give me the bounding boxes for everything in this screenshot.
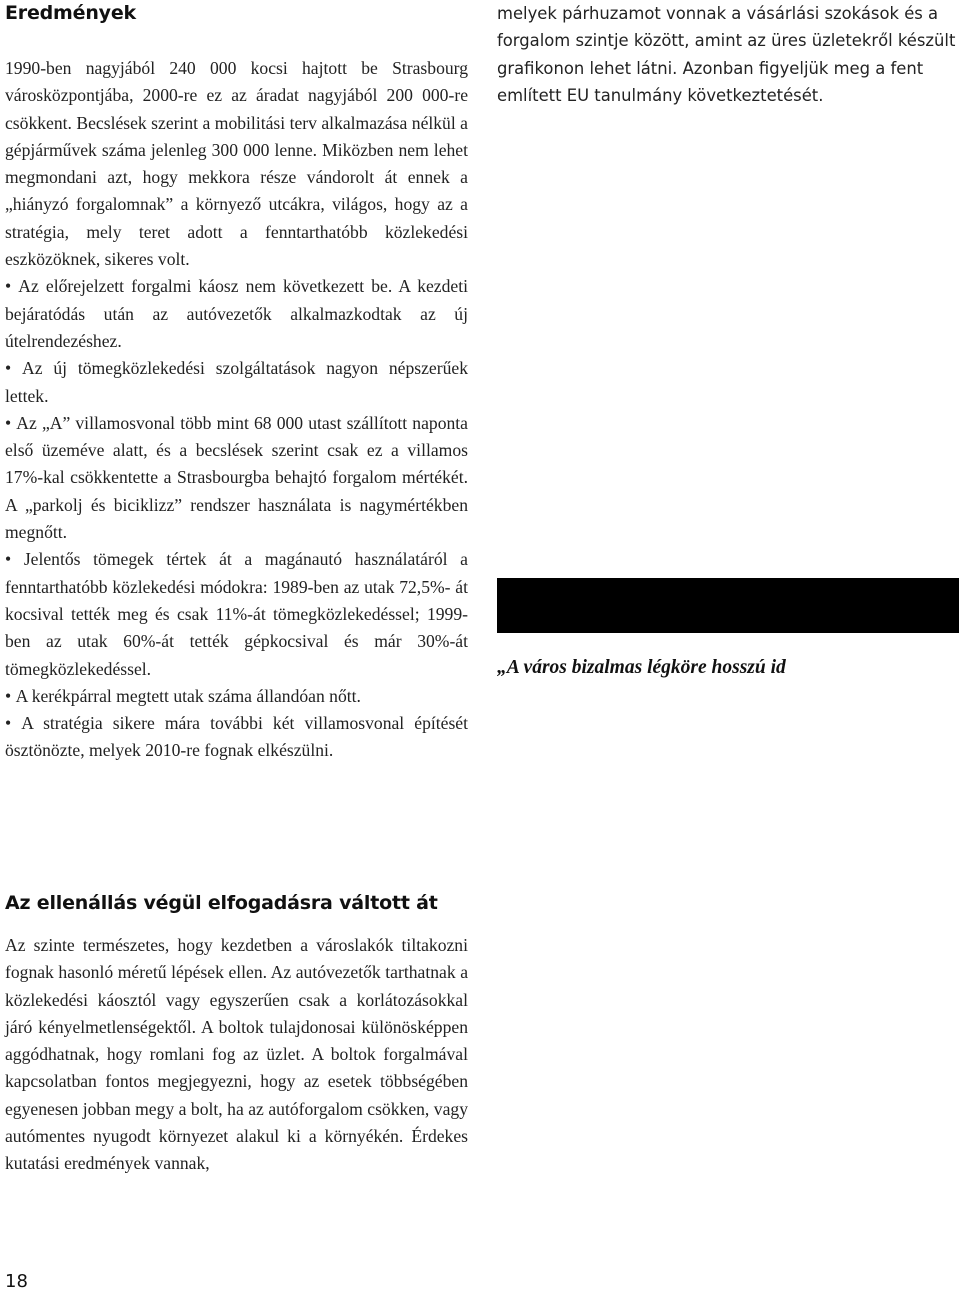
page-number: 18 [5,1271,28,1292]
bullet-item: • Az új tömegközlekedési szolgáltatások nagyon népszerűek lettek. [5,355,468,410]
section-heading-results: Eredmények [5,2,136,24]
bullet-item: • A kerékpárral megtett utak száma állandóan nőtt. [5,683,468,710]
bullet-item: • Jelentős tömegek tértek át a magánautó használatáról a fenntarthatóbb közlekedési módokra: 1989-ben az utak 72,5%- át kocsival tették meg és csak 11%-át tömegközlekedéssel; 1999-ben az utak 60%-át tették gépkocsival és már 30%-át tömegközlekedéssel. [5,546,468,682]
bullet-item: • A stratégia sikere mára további két villamosvonal építését ösztönözte, melyek 2010-re fognak elkészülni. [5,710,468,765]
section-heading-resistance: Az ellenállás végül elfogadásra váltott át [5,892,438,914]
black-banner [497,578,959,633]
pull-quote: „A város bizalmas légköre hosszú id [497,657,786,678]
continued-paragraph: melyek párhuzamot vonnak a vásárlási szokások és a forgalom szintje között, amint az üres üzletekről készült grafikonon lehet látni. Azonban figyeljük meg a fent említett EU tanulmány következtetését. [497,4,956,105]
bullet-item: • Az „A” villamosvonal több mint 68 000 utast szállított naponta első üzeméve alatt, és a becslések szerint csak ez a villamos 17%-kal csökkentette a Strasbourgba behajtó forgalom mértékét. A „parkolj és biciklizz” rendszer használata is nagymértékben megnőtt. [5,410,468,546]
bullet-item: • Az előrejelzett forgalmi káosz nem következett be. A kezdeti bejáratódás után az autóvezetők alkalmazkodtak az új útelrendezéshez. [5,273,468,355]
results-paragraph: 1990-ben nagyjából 240 000 kocsi hajtott be Strasbourg városközpontjába, 2000-re ez az áradat nagyjából 200 000-re csökkent. Becslések szerint a mobilitási terv alkalmazása nélkül a gépjárművek száma jelenleg 300 000 lenne. Miközben nem lehet megmondani azt, hogy mekkora része vándorolt át ennek a „hiányzó forgalomnak” a környező utcákra, világos, hogy az a stratégia, mely teret adott a fenntarthatóbb közlekedési eszközöknek, sikeres volt. [5,58,468,270]
results-text-block [5,55,468,765]
resistance-paragraph: Az szinte természetes, hogy kezdetben a városlakók tiltakozni fognak hasonló méretű lépések ellen. Az autóvezetők tarthatnak a közlekedési káosztól vagy egyszerűen csak a korlátozásokkal járó kényelmetlenségektől. A boltok tulajdonosai különösképpen aggódhatnak, hogy romlani fog az üzlet. A boltok forgalmával kapcsolatban fontos megjegyezni, hogy az esetek többségében egyenesen jobban megy a bolt, ha az autóforgalom csökken, vagy autómentes nyugodt környezet alakul ki a környékén. Érdekes kutatási eredmények vannak, [5,935,468,1174]
